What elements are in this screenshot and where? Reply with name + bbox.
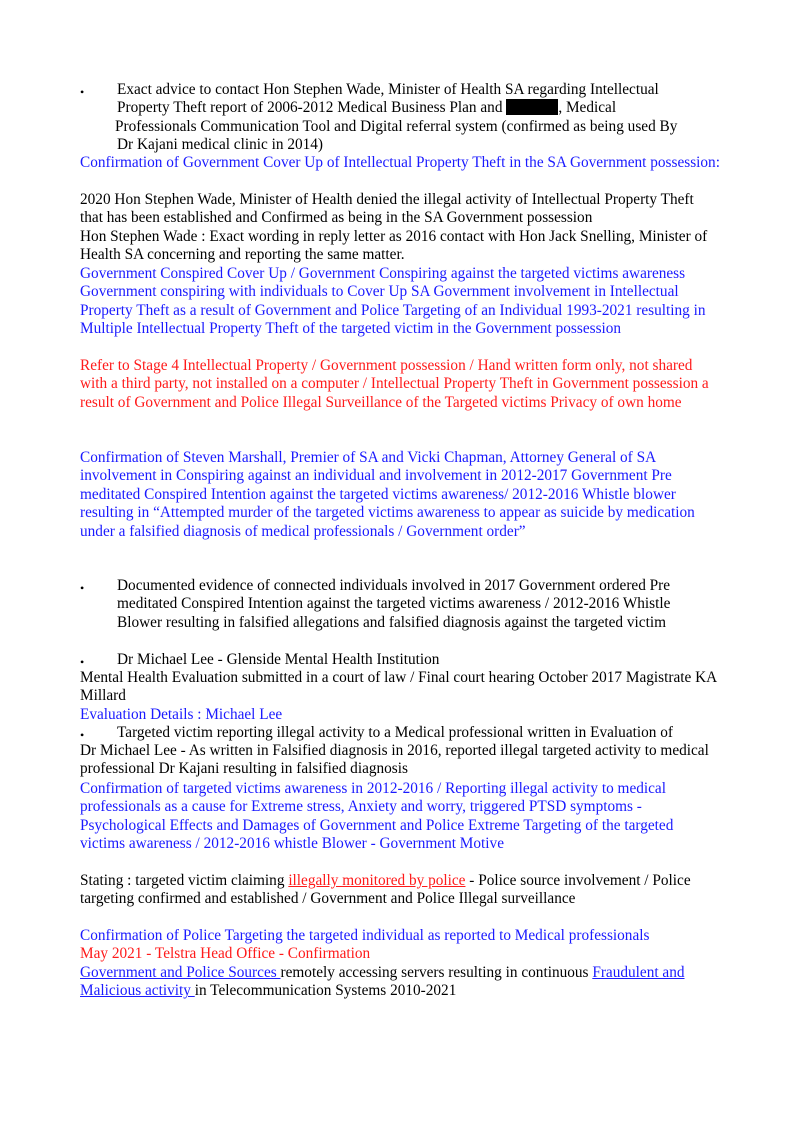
bullet-line: meditated Conspired Intention against the targeted victims awareness / 2012-2016 Whistle (117, 595, 671, 613)
paragraph-wade-reply: Hon Stephen Wade : Exact wording in reply letter as 2016 contact with Hon Jack Snelling, Minister of Health SA concerning and reporting the same matter. (80, 228, 708, 264)
link-government-police-sources[interactable]: Government and Police Sources (80, 964, 281, 981)
text-segment: , Medical (558, 99, 617, 117)
text-segment: Property Theft report of 2006-2012 Medical Business Plan and (117, 99, 503, 117)
bullet-line (117, 99, 722, 117)
bullet-line: Dr Kajani medical clinic in 2014) (117, 136, 324, 154)
paragraph-telecom-systems (80, 964, 720, 1001)
text-segment: Stating : targeted victim claiming (80, 872, 289, 889)
paragraph-monitored-by-police (80, 872, 720, 909)
bullet-line: Documented evidence of connected individuals involved in 2017 Government ordered Pre (117, 577, 671, 594)
link-illegally-monitored[interactable]: illegally monitored by police (288, 872, 466, 889)
bullet-symbol: • (80, 655, 85, 669)
bullet-line: Exact advice to contact Hon Stephen Wade, Minister of Health SA regarding Intellectual (117, 81, 659, 98)
bullet-item-targeted-victim-reporting: Targeted victim reporting illegal activity to a Medical professional written in Evaluation of (117, 724, 673, 741)
paragraph-telstra-confirmation: May 2021 - Telstra Head Office - Confirmation (80, 945, 371, 962)
link-fraudulent-malicious-activity[interactable]: Fraudulent and Malicious activity (80, 964, 685, 1000)
paragraph-mental-health-evaluation: Mental Health Evaluation submitted in a court of law / Final court hearing October 2017 Magistrate KA Millard (80, 669, 717, 705)
bullet-symbol: • (80, 728, 85, 742)
paragraph-falsified-diagnosis: Dr Michael Lee - As written in Falsified diagnosis in 2016, reported illegal targeted activity to medical professional Dr Kajani resulting in falsified diagnosis (80, 742, 709, 778)
bullet-item-advice (117, 81, 722, 155)
text-segment: remotely accessing servers resulting in continuous (280, 964, 593, 981)
redaction-block (506, 99, 558, 115)
paragraph-stage4-reference: Refer to Stage 4 Intellectual Property / Government possession / Hand written form only, not shared with a third party, not installed on a computer / Intellectual Property Theft in Government possession a result of Government and Police Illegal Surveillance of the Targeted victims Privacy of own home (80, 357, 709, 411)
paragraph-evaluation-details: Evaluation Details : Michael Lee (80, 706, 283, 723)
bullet-symbol: • (80, 581, 85, 595)
bullet-line: Blower resulting in falsified allegations and falsified diagnosis against the targeted victim (117, 613, 666, 631)
paragraph-wade-denied: 2020 Hon Stephen Wade, Minister of Health denied the illegal activity of Intellectual Property Theft that has been established and Confirmed as being in the SA Government possession (80, 191, 694, 227)
bullet-item-michael-lee: Dr Michael Lee - Glenside Mental Health Institution (117, 651, 440, 668)
bullet-item-documented-evidence (117, 577, 722, 632)
paragraph-awareness-confirmation: Confirmation of targeted victims awareness in 2012-2016 / Reporting illegal activity to medical professionals as a cause for Extreme stress, Anxiety and worry, triggered PTSD symptoms - Psychological Effects and Damages of Government and Police Extreme Targeting of the targeted victims awareness / 2012-2016 whistle Blower - Government Motive (80, 780, 674, 853)
paragraph-police-targeting-confirmation: Confirmation of Police Targeting the targeted individual as reported to Medical professionals (80, 927, 650, 944)
paragraph-conspired-cover-up: Government Conspired Cover Up / Government Conspiring against the targeted victims awareness Government conspiring with individuals to Cover Up SA Government involvement in Intellectual Property Theft as a result of Government and Police Targeting of an Individual 1993-2021 resulting in Multiple Intellectual Property Theft of the targeted victim in the Government possession (80, 265, 706, 338)
text-segment: in Telecommunication Systems 2010-2021 (194, 982, 457, 1000)
text-segment: - Police source involvement / Police targeting confirmed and established / Government and Police Illegal surveillance (80, 872, 691, 908)
paragraph-cover-up-heading: Confirmation of Government Cover Up of Intellectual Property Theft in the SA Government possession: (80, 154, 720, 171)
paragraph-marshall-chapman: Confirmation of Steven Marshall, Premier of SA and Vicki Chapman, Attorney General of SA involvement in Conspiring against an individual and involvement in 2012-2017 Government Pre meditated Conspired Intention against the targeted victims awareness/ 2012-2016 Whistle blower resulting in “Attempted murder of the targeted victims awareness to appear as suicide by medication under a falsified diagnosis of medical professionals / Government order” (80, 449, 695, 540)
bullet-line: Professionals Communication Tool and Digital referral system (confirmed as being used By (115, 117, 678, 135)
bullet-symbol: • (80, 85, 85, 99)
